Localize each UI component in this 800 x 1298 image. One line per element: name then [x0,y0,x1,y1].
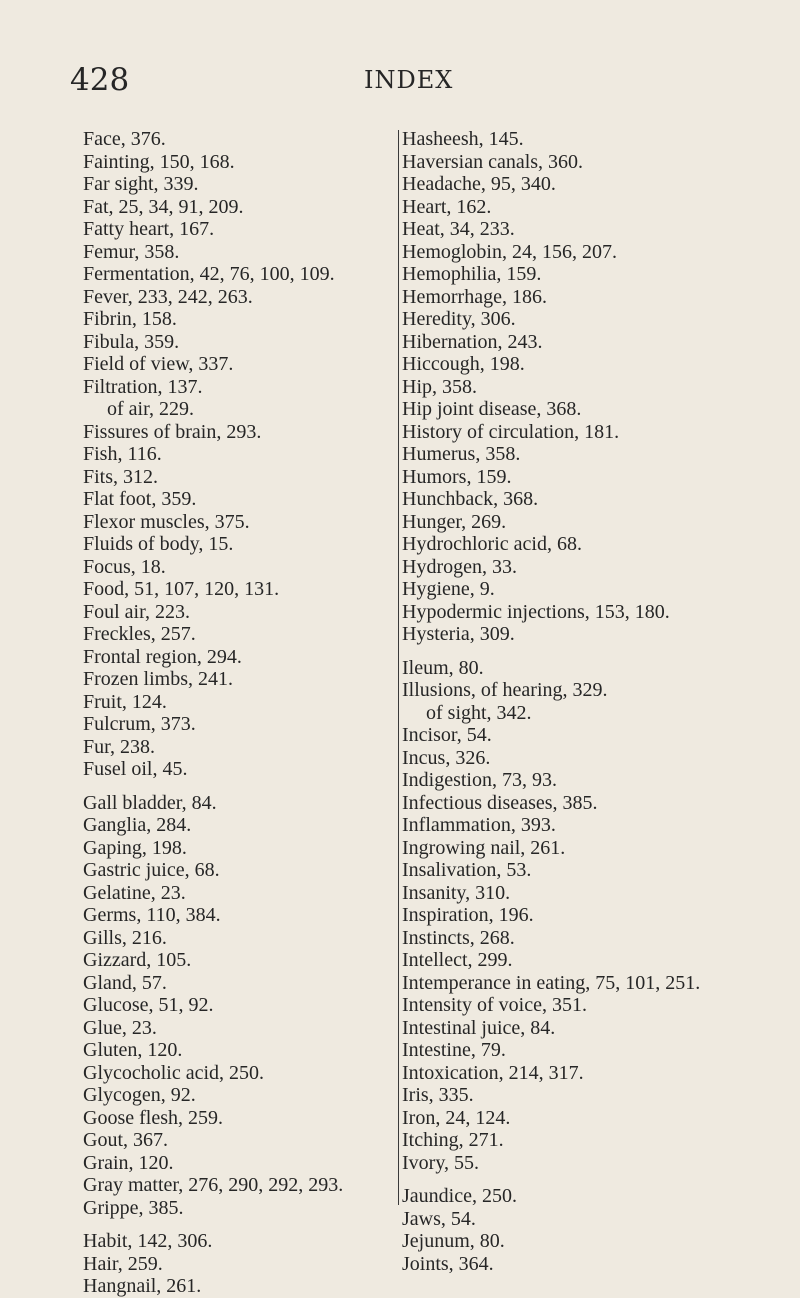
index-column-right [402,128,794,1275]
index-entry: Fruit, 124. [83,690,167,713]
index-entry: Hair, 259. [83,1252,163,1275]
index-entry: Fibula, 359. [83,330,180,353]
column-divider [398,130,399,1205]
index-entry: Indigestion, 73, 93. [402,769,557,791]
index-entry: Far sight, 339. [83,173,199,195]
index-entry: Intemperance in eating, 75, 101, 251. [402,971,701,994]
index-entry: Instincts, 268. [402,926,515,949]
index-entry: History of circulation, 181. [402,420,620,443]
index-entry: Hunger, 269. [402,510,507,533]
index-entry: Flexor muscles, 375. [83,510,250,533]
letter-group-gap [83,1219,393,1230]
index-entry: Gray matter, 276, 290, 292, 293. [83,1174,344,1196]
index-entry: Grippe, 385. [83,1196,184,1219]
index-entry: Ganglia, 284. [83,814,192,836]
index-entry: Glycocholic acid, 250. [83,1061,265,1084]
index-entry: Gastric juice, 68. [83,859,220,881]
index-entry: Fits, 312. [83,465,159,488]
index-entry: Hemoglobin, 24, 156, 207. [402,240,617,263]
index-entry: Humors, 159. [402,465,512,488]
index-entry: Femur, 358. [83,240,180,263]
index-entry: Glycogen, 92. [83,1084,196,1106]
index-entry: Heart, 162. [402,195,492,218]
index-entry: Hydrogen, 33. [402,555,517,578]
index-entry: Jejunum, 80. [402,1230,505,1252]
index-entry: Fish, 116. [83,443,162,465]
index-entry: Hunchback, 368. [402,488,539,510]
index-entry: Hibernation, 243. [402,330,543,353]
index-entry: Fissures of brain, 293. [83,420,262,443]
running-head: INDEX [364,66,454,94]
index-entry: Joints, 364. [402,1252,494,1275]
index-entry: Ileum, 80. [402,656,484,679]
index-entry: Glue, 23. [83,1016,157,1039]
index-entry: Fluids of body, 15. [83,533,234,555]
index-entry: Intestine, 79. [402,1039,506,1061]
index-entry: Inspiration, 196. [402,904,534,926]
index-entry: Humerus, 358. [402,443,521,465]
index-entry: Iris, 335. [402,1084,474,1106]
index-entry: Fusel oil, 45. [83,758,188,780]
index-entry: Heat, 34, 233. [402,218,515,240]
index-subentry: of sight, 342. [426,701,532,724]
index-entry: Gills, 216. [83,926,167,949]
index-entry: Hiccough, 198. [402,353,525,375]
index-entry: Fat, 25, 34, 91, 209. [83,195,244,218]
index-entry: Frozen limbs, 241. [83,668,233,690]
index-entry: Gout, 367. [83,1129,168,1151]
index-entry: Gland, 57. [83,971,167,994]
index-entry: Haversian canals, 360. [402,150,584,173]
index-entry: Heredity, 306. [402,308,516,330]
page-number: 428 [70,62,130,98]
index-entry: Infectious diseases, 385. [402,791,598,814]
index-entry: Freckles, 257. [83,623,196,645]
index-entry: Face, 376. [83,128,166,150]
index-entry: Jaws, 54. [402,1207,476,1230]
index-entry: Incus, 326. [402,746,491,769]
index-entry: Foul air, 223. [83,600,190,623]
index-entry: Fatty heart, 167. [83,218,215,240]
index-entry: Inflammation, 393. [402,814,556,836]
index-entry: Fainting, 150, 168. [83,150,235,173]
index-entry: Fibrin, 158. [83,308,177,330]
index-entry: Gelatine, 23. [83,881,186,904]
index-entry: Headache, 95, 340. [402,173,556,195]
letter-group-gap [402,1174,794,1185]
index-entry: Incisor, 54. [402,724,492,746]
index-entry: Gall bladder, 84. [83,791,217,814]
index-entry: Germs, 110, 384. [83,904,221,926]
index-entry: Intoxication, 214, 317. [402,1061,584,1084]
index-entry: Grain, 120. [83,1151,174,1174]
index-entry: Intestinal juice, 84. [402,1016,556,1039]
index-entry: Focus, 18. [83,555,166,578]
index-entry: Insanity, 310. [402,881,511,904]
index-entry: Filtration, 137. [83,375,203,398]
index-entry: Hysteria, 309. [402,623,515,645]
index-entry: Hypodermic injections, 153, 180. [402,600,670,623]
index-entry: Habit, 142, 306. [83,1230,213,1252]
index-entry: Fever, 233, 242, 263. [83,285,253,308]
index-entry: Food, 51, 107, 120, 131. [83,578,280,600]
index-entry: Insalivation, 53. [402,859,532,881]
index-entry: Frontal region, 294. [83,645,242,668]
index-entry: Hemophilia, 159. [402,263,542,285]
index-entry: Field of view, 337. [83,353,234,375]
index-subentry: of air, 229. [107,398,194,420]
index-entry: Illusions, of hearing, 329. [402,679,608,701]
index-entry: Hemorrhage, 186. [402,285,547,308]
index-entry: Hangnail, 261. [83,1275,202,1297]
index-entry: Itching, 271. [402,1129,504,1151]
index-entry: Goose flesh, 259. [83,1106,223,1129]
index-column-left [83,128,393,1298]
index-entry: Gluten, 120. [83,1039,183,1061]
letter-group-gap [83,781,393,792]
letter-group-gap [402,646,794,657]
index-entry: Gizzard, 105. [83,949,192,971]
index-entry: Intensity of voice, 351. [402,994,587,1016]
index-entry: Fur, 238. [83,735,155,758]
index-entry: Gaping, 198. [83,836,187,859]
index-entry: Hygiene, 9. [402,578,495,600]
index-entry: Iron, 24, 124. [402,1106,511,1129]
index-entry: Ingrowing nail, 261. [402,836,566,859]
index-entry: Fermentation, 42, 76, 100, 109. [83,263,335,285]
index-entry: Hasheesh, 145. [402,128,524,150]
index-entry: Jaundice, 250. [402,1185,517,1207]
index-entry: Glucose, 51, 92. [83,994,214,1016]
index-entry: Hip joint disease, 368. [402,398,582,420]
index-entry: Intellect, 299. [402,949,513,971]
index-entry: Fulcrum, 373. [83,713,196,735]
index-entry: Ivory, 55. [402,1151,480,1174]
index-entry: Hip, 358. [402,375,477,398]
index-entry: Flat foot, 359. [83,488,197,510]
index-entry: Hydrochloric acid, 68. [402,533,582,555]
